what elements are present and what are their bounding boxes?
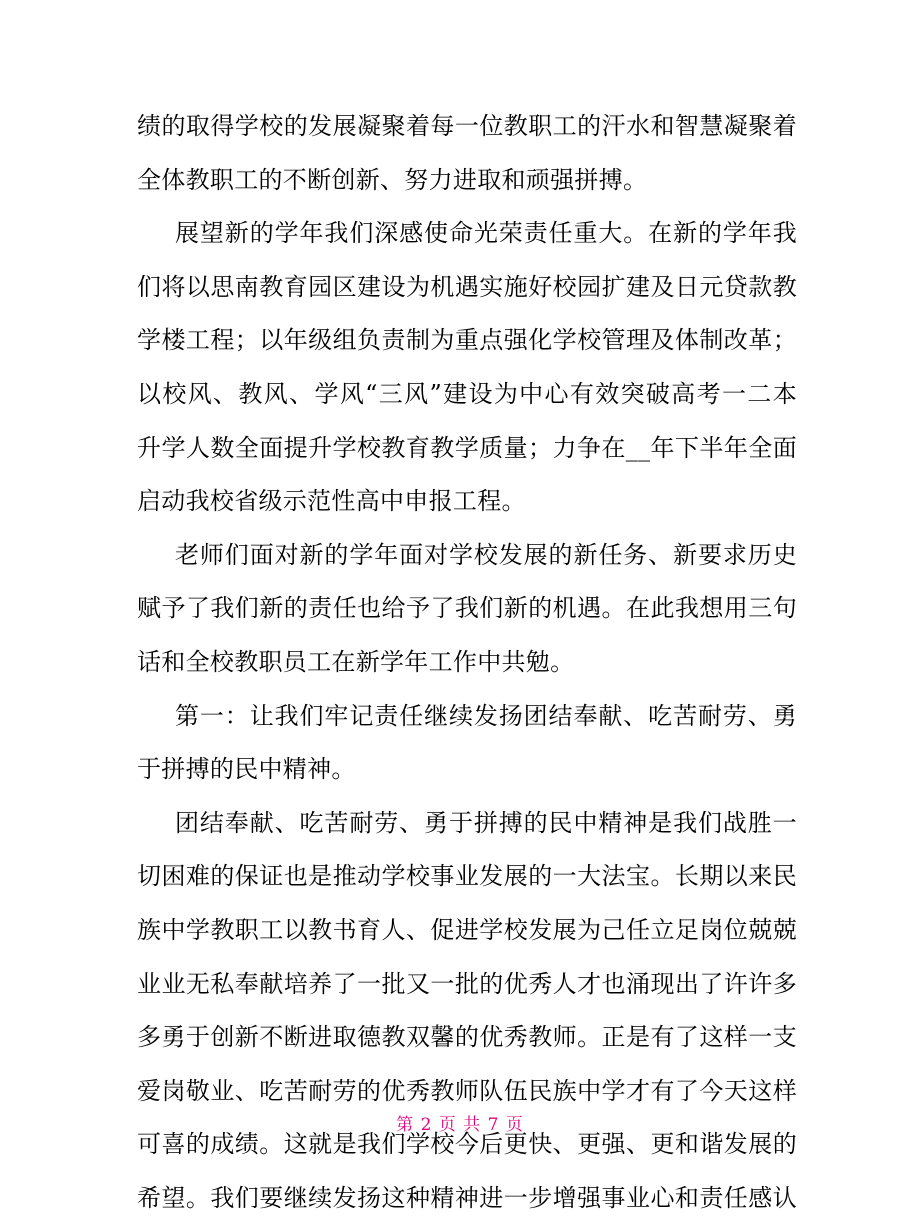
body-text bbox=[137, 100, 797, 1225]
text-line: 老师们面对新的学年面对学校发展的新任务、新要求历史 bbox=[175, 540, 797, 569]
text-line: 升学人数全面提升学校教育教学质量；力争在__年下半年全面 bbox=[137, 433, 797, 462]
text-line: 学楼工程；以年级组负责制为重点强化学校管理及体制改革； bbox=[137, 326, 797, 355]
text-line: 赋予了我们新的责任也给予了我们新的机遇。在此我想用三句 bbox=[137, 594, 797, 623]
page-number-footer: 第 2 页 共 7 页 bbox=[396, 1115, 524, 1135]
text-line: 以校风、教风、学风“三风”建设为中心有效突破高考一二本 bbox=[137, 379, 797, 408]
text-line: 们将以思南教育园区建设为机遇实施好校园扩建及日元贷款教 bbox=[137, 272, 797, 301]
text-line: 族中学教职工以教书育人、促进学校发展为己任立足岗位兢兢 bbox=[137, 915, 797, 944]
text-line: 启动我校省级示范性高中申报工程。 bbox=[137, 487, 526, 516]
text-line: 展望新的学年我们深感使命光荣责任重大。在新的学年我 bbox=[175, 219, 797, 248]
text-line: 可喜的成绩。这就是我们学校今后更快、更强、更和谐发展的 bbox=[137, 1130, 797, 1159]
text-line: 第一：让我们牢记责任继续发扬团结奉献、吃苦耐劳、勇 bbox=[175, 701, 797, 730]
text-line: 多勇于创新不断进取德教双馨的优秀教师。正是有了这样一支 bbox=[137, 1023, 797, 1052]
text-line: 于拼搏的民中精神。 bbox=[137, 755, 356, 784]
text-line: 业业无私奉献培养了一批又一批的优秀人才也涌现出了许许多 bbox=[137, 969, 797, 998]
text-line: 绩的取得学校的发展凝聚着每一位教职工的汗水和智慧凝聚着 bbox=[137, 112, 797, 140]
text-line: 团结奉献、吃苦耐劳、勇于拼搏的民中精神是我们战胜一 bbox=[175, 808, 797, 837]
text-line: 爱岗敬业、吃苦耐劳的优秀教师队伍民族中学才有了今天这样 bbox=[137, 1076, 797, 1105]
text-line: 切困难的保证也是推动学校事业发展的一大法宝。长期以来民 bbox=[137, 862, 797, 891]
text-line: 希望。我们要继续发扬这种精神进一步增强事业心和责任感认 bbox=[137, 1183, 797, 1212]
text-line: 话和全校教职员工在新学年工作中共勉。 bbox=[137, 647, 575, 676]
text-line: 全体教职工的不断创新、努力进取和顽强拼搏。 bbox=[137, 165, 648, 194]
